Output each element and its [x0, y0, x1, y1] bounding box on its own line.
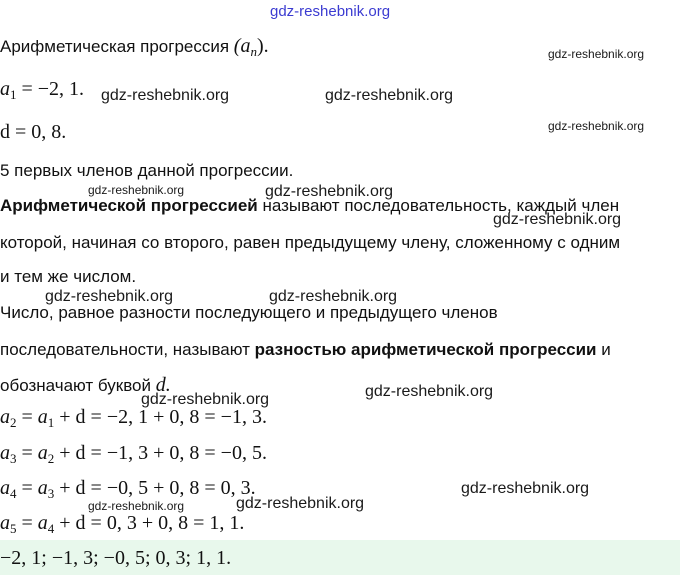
watermark: gdz-reshebnik.org: [88, 499, 185, 513]
calc-a5: $a_5 = a_4 + d = 0$, 3 + 0, 8 = 1, 1.: [0, 512, 245, 536]
answer-text: −2, 1; −1, 3; −0, 5; 0, 3; 1, 1.: [0, 547, 232, 569]
watermark: gdz-reshebnik.org: [493, 211, 622, 228]
given-title: [0, 35, 269, 57]
watermark: gdz-reshebnik.org: [265, 183, 394, 200]
definition-arith-line3: и тем же числом.: [0, 267, 137, 286]
given-title-math: $(a_n)$.: [233, 35, 269, 59]
watermark: gdz-reshebnik.org: [548, 119, 645, 133]
watermark: gdz-reshebnik.org: [236, 495, 365, 512]
watermark: gdz-reshebnik.org: [365, 383, 494, 400]
watermark: gdz-reshebnik.org: [548, 47, 645, 61]
header-watermark: gdz-reshebnik.org: [270, 3, 391, 20]
definition-arith-line2: которой, начиная со второго, равен предыдущему члену, сложенному с одним: [0, 233, 621, 252]
watermark: gdz-reshebnik.org: [141, 391, 270, 408]
definition-diff-line1: Число, равное разности последующего и предыдущего членов: [0, 303, 498, 322]
watermark: gdz-reshebnik.org: [45, 288, 174, 305]
definition-diff-line3: обозначают буквой d.: [0, 374, 171, 396]
definition-arith-line1: Арифметической прогрессией называют последовательность, каждый член: [0, 196, 620, 215]
given-title-text: Арифметическая прогрессия: [0, 37, 234, 56]
given-a1: $a_1 = -2$, 1.: [0, 78, 85, 102]
definition-diff-term: разностью арифметической прогрессии: [254, 340, 597, 359]
watermark: gdz-reshebnik.org: [325, 87, 454, 104]
watermark: gdz-reshebnik.org: [269, 288, 398, 305]
calc-a4: $a_4 = a_3 + d = -0$, 5 + 0, 8 = 0, 3.: [0, 477, 256, 501]
calc-a3: $a_3 = a_2 + d = -1$, 3 + 0, 8 = −0, 5.: [0, 442, 267, 466]
calc-a2: $a_2 = a_1 + d = -2$, 1 + 0, 8 = −1, 3.: [0, 406, 267, 430]
watermark: gdz-reshebnik.org: [101, 87, 230, 104]
given-d: d = 0, 8.: [0, 121, 67, 143]
task-text: 5 первых членов данной прогрессии.: [0, 161, 294, 180]
watermark: gdz-reshebnik.org: [88, 183, 185, 197]
watermark: gdz-reshebnik.org: [461, 480, 590, 497]
definition-arith-term: Арифметической прогрессией: [0, 196, 258, 215]
definition-diff-line2: последовательности, называют разностью арифметической прогрессии и: [0, 340, 611, 359]
